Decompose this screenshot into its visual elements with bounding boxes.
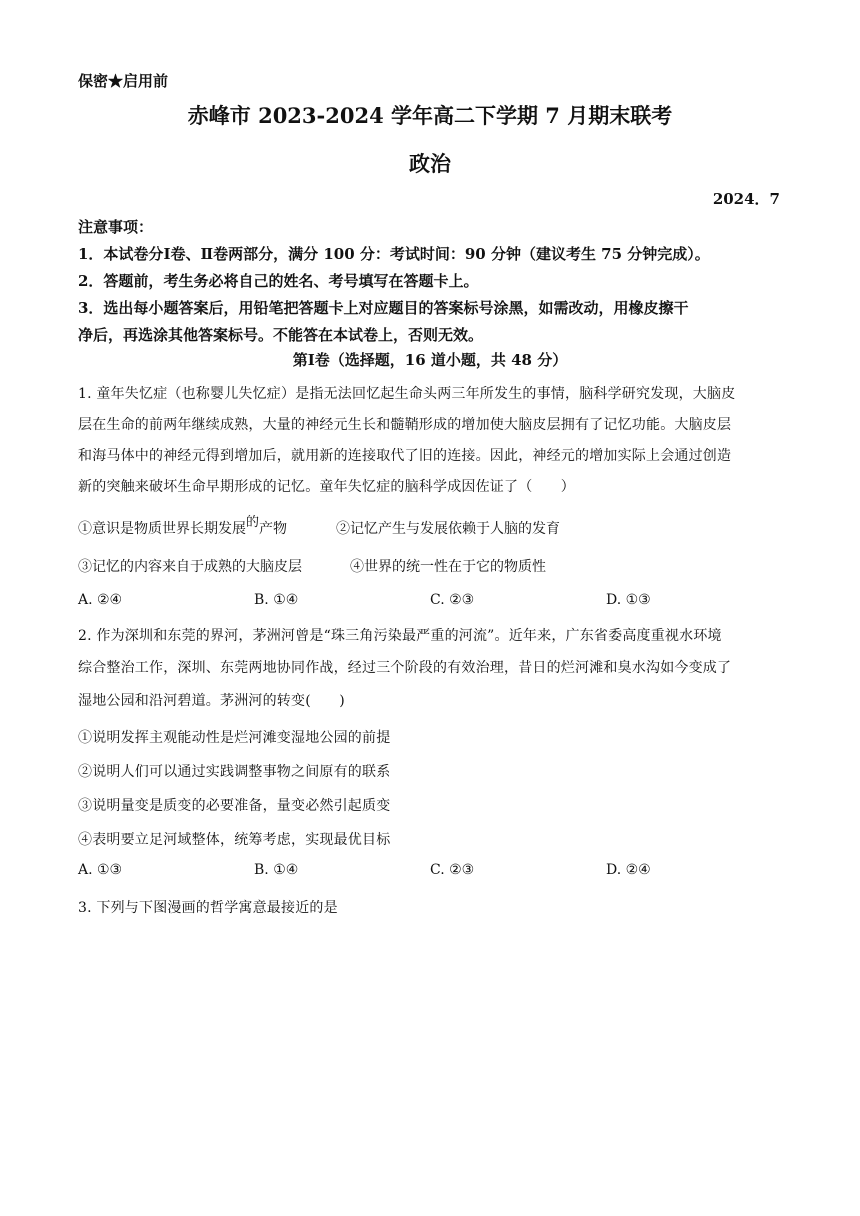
q1-stem-line3: 和海马体中的神经元得到增加后，就用新的连接取代了旧的连接。因此，神经元的增加实际上会通过创造 bbox=[78, 448, 732, 464]
section-title: 第Ⅰ卷（选择题，16 道小题，共 48 分） bbox=[292, 351, 568, 369]
q2-choice-d[interactable]: D. ②④ bbox=[606, 862, 651, 878]
q1-stem-line2: 层在生命的前两年继续成熟，大量的神经元生长和髓鞘形成的增加使大脑皮层拥有了记忆功能。大脑皮层 bbox=[78, 417, 732, 433]
exam-title: 赤峰市 2023-2024 学年高二下学期 7 月期末联考 bbox=[187, 103, 673, 128]
notice-item-3-line2: 净后，再选涂其他答案标号。不能答在本试卷上，否则无效。 bbox=[78, 326, 484, 344]
exam-date: 2024．7 bbox=[712, 190, 780, 208]
q1-statement-1: ①意识是物质世界长期发展的产物 bbox=[78, 515, 288, 537]
q1-stem-line1: 1. 童年失忆症（也称婴儿失忆症）是指无法回忆起生命头两三年所发生的事情，脑科学研究发现，大脑皮 bbox=[78, 386, 736, 402]
q1-choice-d[interactable]: D. ①③ bbox=[606, 592, 651, 608]
q2-choice-a[interactable]: A. ①③ bbox=[78, 862, 123, 878]
notice-item-2: 2．答题前，考生务必将自己的姓名、考号填写在答题卡上。 bbox=[78, 272, 479, 290]
q1-choice-a[interactable]: A. ②④ bbox=[78, 592, 123, 608]
q1-statement-4: ④世界的统一性在于它的物质性 bbox=[350, 559, 546, 575]
notice-item-3-line1: 3．选出每小题答案后，用铅笔把答题卡上对应题目的答案标号涂黑，如需改动，用橡皮擦干 bbox=[78, 299, 689, 317]
q2-statement-1: ①说明发挥主观能动性是烂河滩变湿地公园的前提 bbox=[78, 730, 391, 746]
exam-subject: 政治 bbox=[409, 151, 451, 176]
q1-statement-2: ②记忆产生与发展依赖于人脑的发育 bbox=[336, 521, 560, 537]
notice-item-1: 1．本试卷分Ⅰ卷、Ⅱ卷两部分，满分 100 分：考试时间：90 分钟（建议考生 75 分钟完成）。 bbox=[78, 245, 710, 263]
q2-statement-2: ②说明人们可以通过实践调整事物之间原有的联系 bbox=[78, 764, 391, 780]
q2-stem-line3: 湿地公园和沿河碧道。茅洲河的转变( ) bbox=[78, 693, 345, 709]
q2-stem-line2: 综合整治工作，深圳、东莞两地协同作战，经过三个阶段的有效治理，昔日的烂河滩和臭水沟如今变成了 bbox=[78, 660, 732, 676]
notice-heading: 注意事项： bbox=[78, 218, 154, 236]
q2-stem-line1: 2. 作为深圳和东莞的界河，茅洲河曾是“珠三角污染最严重的河流”。近年来，广东省委高度重视水环境 bbox=[78, 628, 722, 644]
q2-choice-c[interactable]: C. ②③ bbox=[430, 862, 475, 878]
q3-stem-line1: 3. 下列与下图漫画的哲学寓意最接近的是 bbox=[78, 900, 338, 916]
secret-label: 保密★启用前 bbox=[78, 72, 169, 90]
q1-stem-line4: 新的突触来破坏生命早期形成的记忆。童年失忆症的脑科学成因佐证了（ ） bbox=[78, 479, 575, 495]
q2-statement-4: ④表明要立足河域整体，统筹考虑，实现最优目标 bbox=[78, 832, 391, 848]
q1-statement-3: ③记忆的内容来自于成熟的大脑皮层 bbox=[78, 559, 302, 575]
q2-statement-3: ③说明量变是质变的必要准备，量变必然引起质变 bbox=[78, 798, 391, 814]
q2-choice-b[interactable]: B. ①④ bbox=[254, 862, 299, 878]
q1-choice-b[interactable]: B. ①④ bbox=[254, 592, 299, 608]
q1-choice-c[interactable]: C. ②③ bbox=[430, 592, 475, 608]
